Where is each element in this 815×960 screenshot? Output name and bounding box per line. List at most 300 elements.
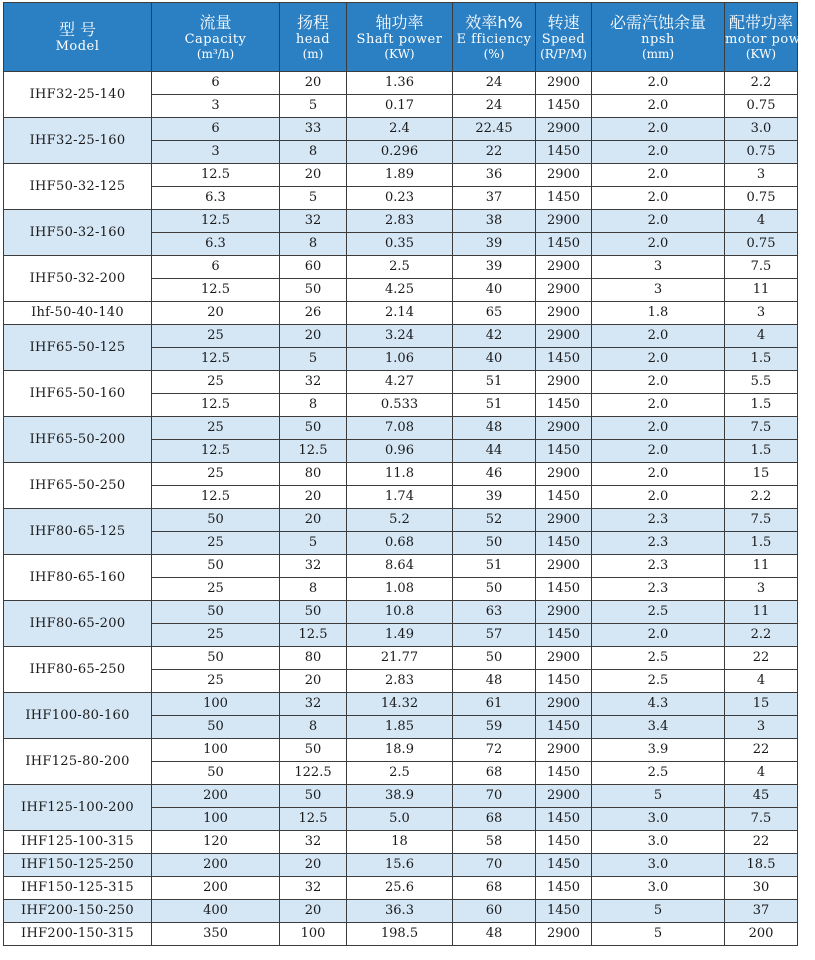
capacity-cell: 25	[152, 532, 280, 555]
efficiency-cell: 59	[453, 716, 536, 739]
capacity-cell: 25	[152, 670, 280, 693]
head-cell: 50	[280, 417, 347, 440]
model-cell: IHF80-65-250	[4, 647, 152, 693]
shaft-power-cell: 198.5	[347, 923, 453, 946]
pump-spec-table	[3, 2, 815, 946]
efficiency-cell: 38	[453, 210, 536, 233]
efficiency-cell: 60	[453, 900, 536, 923]
head-cell: 20	[280, 486, 347, 509]
shaft-power-cell: 0.533	[347, 394, 453, 417]
table-row	[4, 302, 798, 325]
efficiency-cell: 44	[453, 440, 536, 463]
motor-power-cell: 0.75	[725, 233, 798, 256]
capacity-cell: 120	[152, 831, 280, 854]
table-row	[4, 555, 798, 578]
speed-cell: 1450	[536, 624, 592, 647]
speed-cell: 2900	[536, 785, 592, 808]
head-cell: 60	[280, 256, 347, 279]
speed-cell: 1450	[536, 808, 592, 831]
head-cell: 8	[280, 394, 347, 417]
speed-cell: 1450	[536, 95, 592, 118]
head-cell: 20	[280, 854, 347, 877]
speed-cell: 2900	[536, 555, 592, 578]
npsh-cell: 2.3	[592, 578, 725, 601]
npsh-cell: 2.0	[592, 95, 725, 118]
npsh-cell: 3.0	[592, 854, 725, 877]
shaft-power-cell: 25.6	[347, 877, 453, 900]
model-cell: IHF50-32-160	[4, 210, 152, 256]
capacity-cell: 3	[152, 141, 280, 164]
npsh-cell: 3.0	[592, 808, 725, 831]
npsh-cell: 2.5	[592, 647, 725, 670]
efficiency-cell: 50	[453, 532, 536, 555]
head-cell: 20	[280, 72, 347, 95]
head-cell: 32	[280, 693, 347, 716]
speed-cell: 2900	[536, 923, 592, 946]
efficiency-cell: 51	[453, 394, 536, 417]
head-cell: 8	[280, 578, 347, 601]
motor-power-cell: 7.5	[725, 808, 798, 831]
efficiency-cell: 39	[453, 486, 536, 509]
capacity-cell: 12.5	[152, 348, 280, 371]
npsh-cell: 2.0	[592, 440, 725, 463]
efficiency-cell: 63	[453, 601, 536, 624]
header-capacity-unit: (m³/h)	[196, 46, 235, 61]
header-shaft-unit: (KW)	[384, 46, 415, 61]
speed-cell: 1450	[536, 716, 592, 739]
motor-power-cell: 0.75	[725, 95, 798, 118]
shaft-power-cell: 0.17	[347, 95, 453, 118]
shaft-power-cell: 18	[347, 831, 453, 854]
shaft-power-cell: 4.27	[347, 371, 453, 394]
capacity-cell: 25	[152, 417, 280, 440]
npsh-cell: 2.3	[592, 509, 725, 532]
header-model	[4, 3, 152, 72]
npsh-cell: 2.0	[592, 371, 725, 394]
capacity-cell: 12.5	[152, 279, 280, 302]
motor-power-cell: 1.5	[725, 440, 798, 463]
capacity-cell: 50	[152, 647, 280, 670]
table-row	[4, 509, 798, 532]
capacity-cell: 350	[152, 923, 280, 946]
model-cell: IHF100-80-160	[4, 693, 152, 739]
motor-power-cell: 7.5	[725, 417, 798, 440]
table-row	[4, 72, 798, 95]
npsh-cell: 2.0	[592, 463, 725, 486]
capacity-cell: 100	[152, 693, 280, 716]
npsh-cell: 2.5	[592, 670, 725, 693]
shaft-power-cell: 7.08	[347, 417, 453, 440]
shaft-power-cell: 36.3	[347, 900, 453, 923]
head-cell: 12.5	[280, 808, 347, 831]
npsh-cell: 4.3	[592, 693, 725, 716]
table-row	[4, 601, 798, 624]
efficiency-cell: 70	[453, 785, 536, 808]
shaft-power-cell: 2.4	[347, 118, 453, 141]
head-cell: 32	[280, 371, 347, 394]
head-cell: 122.5	[280, 762, 347, 785]
capacity-cell: 20	[152, 302, 280, 325]
shaft-power-cell: 1.49	[347, 624, 453, 647]
capacity-cell: 6	[152, 72, 280, 95]
capacity-cell: 100	[152, 808, 280, 831]
shaft-power-cell: 0.68	[347, 532, 453, 555]
motor-power-cell: 0.75	[725, 187, 798, 210]
table-row	[4, 647, 798, 670]
speed-cell: 2900	[536, 164, 592, 187]
capacity-cell: 25	[152, 371, 280, 394]
motor-power-cell: 3	[725, 302, 798, 325]
speed-cell: 2900	[536, 279, 592, 302]
speed-cell: 2900	[536, 693, 592, 716]
table-row	[4, 785, 798, 808]
head-cell: 32	[280, 831, 347, 854]
capacity-cell: 200	[152, 785, 280, 808]
table-row	[4, 371, 798, 394]
npsh-cell: 2.0	[592, 486, 725, 509]
shaft-power-cell: 4.25	[347, 279, 453, 302]
speed-cell: 2900	[536, 210, 592, 233]
motor-power-cell: 4	[725, 670, 798, 693]
head-cell: 5	[280, 187, 347, 210]
shaft-power-cell: 1.08	[347, 578, 453, 601]
head-cell: 100	[280, 923, 347, 946]
header-npsh-cn: 必需汽蚀余量	[609, 12, 706, 32]
npsh-cell: 2.0	[592, 233, 725, 256]
head-cell: 50	[280, 601, 347, 624]
motor-power-cell: 0.75	[725, 141, 798, 164]
efficiency-cell: 24	[453, 72, 536, 95]
capacity-cell: 12.5	[152, 440, 280, 463]
header-eff-en: E fficiency	[456, 31, 532, 47]
head-cell: 5	[280, 95, 347, 118]
capacity-cell: 6.3	[152, 187, 280, 210]
model-cell: IHF150-125-250	[4, 854, 152, 877]
npsh-cell: 2.0	[592, 118, 725, 141]
shaft-power-cell: 1.06	[347, 348, 453, 371]
table-row	[4, 417, 798, 440]
header-npsh	[592, 3, 725, 72]
speed-cell: 2900	[536, 371, 592, 394]
shaft-power-cell: 1.36	[347, 72, 453, 95]
capacity-cell: 25	[152, 578, 280, 601]
table-row	[4, 739, 798, 762]
model-cell: IHF125-100-200	[4, 785, 152, 831]
npsh-cell: 3.0	[592, 877, 725, 900]
npsh-cell: 3	[592, 256, 725, 279]
model-cell: IHF125-80-200	[4, 739, 152, 785]
shaft-power-cell: 2.83	[347, 670, 453, 693]
header-speed-cn: 转速	[547, 12, 580, 32]
model-cell: IHF80-65-200	[4, 601, 152, 647]
speed-cell: 1450	[536, 762, 592, 785]
efficiency-cell: 50	[453, 578, 536, 601]
motor-power-cell: 1.5	[725, 348, 798, 371]
npsh-cell: 2.0	[592, 417, 725, 440]
capacity-cell: 12.5	[152, 210, 280, 233]
capacity-cell: 50	[152, 716, 280, 739]
shaft-power-cell: 0.296	[347, 141, 453, 164]
npsh-cell: 5	[592, 785, 725, 808]
motor-power-cell: 37	[725, 900, 798, 923]
capacity-cell: 100	[152, 739, 280, 762]
capacity-cell: 12.5	[152, 486, 280, 509]
capacity-cell: 3	[152, 95, 280, 118]
speed-cell: 2900	[536, 325, 592, 348]
motor-power-cell: 11	[725, 555, 798, 578]
model-cell: IHF65-50-250	[4, 463, 152, 509]
head-cell: 5	[280, 348, 347, 371]
table-row	[4, 923, 798, 946]
shaft-power-cell: 8.64	[347, 555, 453, 578]
head-cell: 50	[280, 739, 347, 762]
speed-cell: 1450	[536, 348, 592, 371]
header-npsh-unit: (mm)	[641, 46, 675, 61]
header-shaft-power	[347, 3, 453, 72]
head-cell: 26	[280, 302, 347, 325]
capacity-cell: 25	[152, 325, 280, 348]
shaft-power-cell: 1.89	[347, 164, 453, 187]
speed-cell: 1450	[536, 394, 592, 417]
shaft-power-cell: 1.85	[347, 716, 453, 739]
model-cell: IHF50-32-200	[4, 256, 152, 302]
table-body	[4, 72, 798, 946]
npsh-cell: 3.9	[592, 739, 725, 762]
shaft-power-cell: 0.35	[347, 233, 453, 256]
head-cell: 20	[280, 325, 347, 348]
header-capacity-en: Capacity	[184, 31, 247, 47]
head-cell: 12.5	[280, 440, 347, 463]
head-cell: 32	[280, 877, 347, 900]
header-head-unit: (m)	[302, 46, 324, 61]
speed-cell: 1450	[536, 440, 592, 463]
efficiency-cell: 40	[453, 279, 536, 302]
speed-cell: 1450	[536, 831, 592, 854]
efficiency-cell: 51	[453, 555, 536, 578]
shaft-power-cell: 10.8	[347, 601, 453, 624]
npsh-cell: 3	[592, 279, 725, 302]
header-motor-cn: 配带功率	[728, 12, 793, 32]
motor-power-cell: 5.5	[725, 371, 798, 394]
model-cell: IHF32-25-140	[4, 72, 152, 118]
capacity-cell: 25	[152, 463, 280, 486]
speed-cell: 2900	[536, 118, 592, 141]
efficiency-cell: 68	[453, 877, 536, 900]
npsh-cell: 2.3	[592, 555, 725, 578]
npsh-cell: 2.5	[592, 601, 725, 624]
npsh-cell: 5	[592, 900, 725, 923]
npsh-cell: 1.8	[592, 302, 725, 325]
table-row	[4, 900, 798, 923]
header-motor-en: motor power	[725, 31, 815, 47]
shaft-power-cell: 2.83	[347, 210, 453, 233]
capacity-cell: 200	[152, 854, 280, 877]
head-cell: 50	[280, 279, 347, 302]
efficiency-cell: 46	[453, 463, 536, 486]
model-cell: IHF80-65-160	[4, 555, 152, 601]
efficiency-cell: 48	[453, 670, 536, 693]
efficiency-cell: 42	[453, 325, 536, 348]
speed-cell: 2900	[536, 647, 592, 670]
header-head	[280, 3, 347, 72]
npsh-cell: 2.0	[592, 394, 725, 417]
header-efficiency	[453, 3, 536, 72]
head-cell: 8	[280, 233, 347, 256]
motor-power-cell: 7.5	[725, 509, 798, 532]
table-row	[4, 877, 798, 900]
efficiency-cell: 51	[453, 371, 536, 394]
capacity-cell: 6.3	[152, 233, 280, 256]
efficiency-cell: 72	[453, 739, 536, 762]
header-head-cn: 扬程	[296, 12, 329, 32]
efficiency-cell: 50	[453, 647, 536, 670]
head-cell: 33	[280, 118, 347, 141]
model-cell: IHF80-65-125	[4, 509, 152, 555]
header-speed	[536, 3, 592, 72]
efficiency-cell: 22.45	[453, 118, 536, 141]
motor-power-cell: 3	[725, 578, 798, 601]
head-cell: 20	[280, 900, 347, 923]
efficiency-cell: 48	[453, 417, 536, 440]
capacity-cell: 400	[152, 900, 280, 923]
efficiency-cell: 40	[453, 348, 536, 371]
efficiency-cell: 70	[453, 854, 536, 877]
model-cell: IHF125-100-315	[4, 831, 152, 854]
head-cell: 20	[280, 509, 347, 532]
capacity-cell: 200	[152, 877, 280, 900]
shaft-power-cell: 3.24	[347, 325, 453, 348]
model-cell: IHF65-50-200	[4, 417, 152, 463]
header-model-en: Model	[55, 38, 100, 54]
npsh-cell: 2.0	[592, 325, 725, 348]
shaft-power-cell: 11.8	[347, 463, 453, 486]
shaft-power-cell: 15.6	[347, 854, 453, 877]
npsh-cell: 3.0	[592, 831, 725, 854]
header-head-en: head	[295, 31, 331, 47]
npsh-cell: 2.0	[592, 72, 725, 95]
capacity-cell: 6	[152, 118, 280, 141]
speed-cell: 2900	[536, 302, 592, 325]
shaft-power-cell: 14.32	[347, 693, 453, 716]
model-cell: IHF50-32-125	[4, 164, 152, 210]
model-cell: IHF65-50-125	[4, 325, 152, 371]
npsh-cell: 2.0	[592, 187, 725, 210]
efficiency-cell: 52	[453, 509, 536, 532]
head-cell: 32	[280, 210, 347, 233]
efficiency-cell: 58	[453, 831, 536, 854]
motor-power-cell: 7.5	[725, 256, 798, 279]
shaft-power-cell: 2.5	[347, 256, 453, 279]
capacity-cell: 50	[152, 555, 280, 578]
npsh-cell: 2.0	[592, 348, 725, 371]
speed-cell: 2900	[536, 739, 592, 762]
speed-cell: 2900	[536, 463, 592, 486]
table-row	[4, 118, 798, 141]
model-cell: IHF150-125-315	[4, 877, 152, 900]
motor-power-cell: 4	[725, 210, 798, 233]
capacity-cell: 25	[152, 624, 280, 647]
motor-power-cell: 200	[725, 923, 798, 946]
speed-cell: 2900	[536, 256, 592, 279]
npsh-cell: 2.0	[592, 141, 725, 164]
shaft-power-cell: 5.2	[347, 509, 453, 532]
motor-power-cell: 22	[725, 647, 798, 670]
efficiency-cell: 37	[453, 187, 536, 210]
motor-power-cell: 3	[725, 716, 798, 739]
table-row	[4, 831, 798, 854]
shaft-power-cell: 2.5	[347, 762, 453, 785]
header-npsh-en: npsh	[641, 31, 675, 47]
header-speed-en: Speed	[541, 31, 586, 47]
header-motor-unit: (KW)	[745, 46, 777, 61]
header-capacity	[152, 3, 280, 72]
speed-cell: 1450	[536, 578, 592, 601]
head-cell: 80	[280, 463, 347, 486]
speed-cell: 2900	[536, 72, 592, 95]
shaft-power-cell: 38.9	[347, 785, 453, 808]
efficiency-cell: 68	[453, 762, 536, 785]
header-eff-cn: 效率h%	[465, 12, 523, 32]
header-shaft-en: Shaft power	[356, 31, 443, 47]
motor-power-cell: 3.0	[725, 118, 798, 141]
model-cell: IHF200-150-315	[4, 923, 152, 946]
table-row	[4, 693, 798, 716]
model-cell: IHF200-150-250	[4, 900, 152, 923]
motor-power-cell: 45	[725, 785, 798, 808]
efficiency-cell: 22	[453, 141, 536, 164]
motor-power-cell: 2.2	[725, 624, 798, 647]
efficiency-cell: 65	[453, 302, 536, 325]
npsh-cell: 3.4	[592, 716, 725, 739]
efficiency-cell: 61	[453, 693, 536, 716]
table-row	[4, 463, 798, 486]
speed-cell: 1450	[536, 187, 592, 210]
head-cell: 50	[280, 785, 347, 808]
model-cell: IHF32-25-160	[4, 118, 152, 164]
npsh-cell: 2.0	[592, 164, 725, 187]
capacity-cell: 50	[152, 762, 280, 785]
shaft-power-cell: 0.23	[347, 187, 453, 210]
motor-power-cell: 15	[725, 463, 798, 486]
npsh-cell: 2.0	[592, 624, 725, 647]
head-cell: 5	[280, 532, 347, 555]
speed-cell: 1450	[536, 877, 592, 900]
capacity-cell: 6	[152, 256, 280, 279]
header-speed-unit: (R/P/M)	[540, 46, 587, 61]
efficiency-cell: 39	[453, 233, 536, 256]
motor-power-cell: 30	[725, 877, 798, 900]
shaft-power-cell: 0.96	[347, 440, 453, 463]
head-cell: 8	[280, 141, 347, 164]
npsh-cell: 2.3	[592, 532, 725, 555]
speed-cell: 2900	[536, 509, 592, 532]
header-shaft-cn: 轴功率	[375, 12, 424, 32]
shaft-power-cell: 18.9	[347, 739, 453, 762]
motor-power-cell: 1.5	[725, 532, 798, 555]
shaft-power-cell: 21.77	[347, 647, 453, 670]
model-cell: Ihf-50-40-140	[4, 302, 152, 325]
capacity-cell: 12.5	[152, 394, 280, 417]
capacity-cell: 50	[152, 509, 280, 532]
motor-power-cell: 2.2	[725, 486, 798, 509]
capacity-cell: 50	[152, 601, 280, 624]
speed-cell: 2900	[536, 601, 592, 624]
speed-cell: 1450	[536, 486, 592, 509]
head-cell: 20	[280, 164, 347, 187]
header-eff-unit: (%)	[483, 46, 505, 61]
table-row	[4, 210, 798, 233]
motor-power-cell: 4	[725, 762, 798, 785]
